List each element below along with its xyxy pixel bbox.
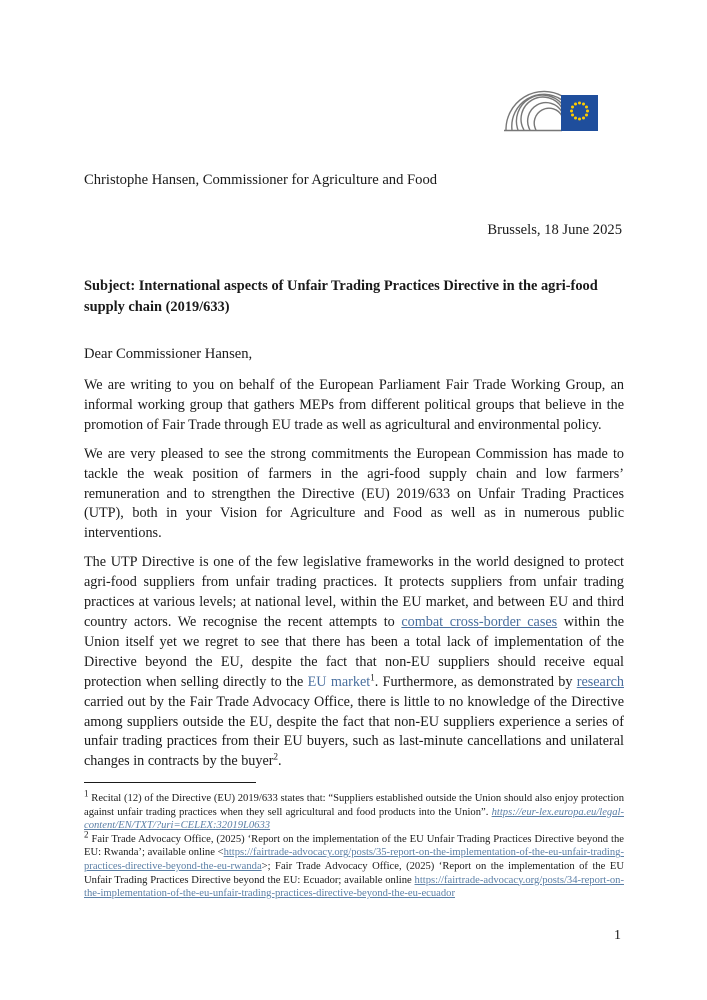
- research-link[interactable]: research: [576, 673, 624, 690]
- eu-market-link[interactable]: EU market: [307, 673, 371, 690]
- page-number: 1: [614, 928, 621, 943]
- paragraph-2: We are very pleased to see the strong commitments the European Commission has made to tackle the weak position of farmers in the agri-food supply chain and low farmers’ remuneration and to strengthen the Directive (EU) 2019/633 on Unfair Trading Practices (UTP), both in your Vision for Agriculture and Food as well as in numerous public interventions.: [84, 445, 624, 542]
- footnote-ref-2[interactable]: 2: [273, 751, 278, 762]
- ecuador-report-link[interactable]: https://fairtrade-advocacy.org/posts/34-report-on-the-implementation-of-the-eu-unfair-trading-practices-directive-beyond-the-eu-ecuador: [84, 874, 624, 900]
- combat-cross-border-cases-link[interactable]: combat cross-border cases: [401, 613, 558, 630]
- eu-flag-icon: [561, 95, 598, 131]
- hemicycle-icon: [504, 91, 562, 130]
- paragraph-1: We are writing to you on behalf of the European Parliament Fair Trade Working Group, an informal working group that gathers MEPs from different political groups that believe in the promotion of Fair Trade through EU trade as well as agricultural and environmental policy.: [84, 377, 624, 433]
- footnote-ref-1[interactable]: 1: [370, 671, 375, 682]
- recipient-line: Christophe Hansen, Commissioner for Agriculture and Food: [84, 172, 438, 188]
- footnotes: [84, 788, 624, 901]
- subject-line: Subject: International aspects of Unfair Trading Practices Directive in the agri-food supply chain (2019/633): [84, 278, 598, 315]
- footnote-2: $^2$ Fair Trade Advocacy Office, (2025) ‘Report on the implementation of the EU Unfair Trading Practices Directive beyond the EU: Rwanda’; available online <https://fairtrade-advocacy.org/posts/35-report-on-the-implementation-of-the-eu-unfair-trading-practices-directive-beyond-the-eu-rwanda>; Fair Trade Advocacy Office, (2025) ‘Report on the implementation of the EU Unfair Trading Practices Directive beyond the EU: Ecuador; available online https://fairtrade-advocacy.org/posts/34-report-on-the-implementation-of-the-eu-unfair-trading-practices-directive-beyond-the-eu-ecuador: [84, 829, 624, 900]
- eur-lex-link[interactable]: https://eur-lex.europa.eu/legal-content/EN/TXT/?uri=CELEX:32019L0633: [84, 806, 624, 832]
- place-date: Brussels, 18 June 2025: [487, 222, 622, 238]
- footnote-1: $^1$ Recital (12) of the Directive (EU) 2019/633 states that: “Suppliers established outside the Union should also enjoy protection against unfair trading practices when they sell agricultural and food products into the Union”. https://eur-lex.europa.eu/legal-content/EN/TXT/?uri=CELEX:32019L0633: [84, 788, 624, 832]
- european-parliament-logo: [500, 86, 600, 134]
- letter-body: [84, 376, 624, 781]
- salutation: Dear Commissioner Hansen,: [84, 346, 253, 362]
- rwanda-report-link[interactable]: https://fairtrade-advocacy.org/posts/35-report-on-the-implementation-of-the-eu-unfair-trading-practices-directive-beyond-the-eu-rwanda: [84, 847, 624, 872]
- footnote-divider: [84, 782, 256, 783]
- paragraph-3: The UTP Directive is one of the few legislative frameworks in the world designed to protect agri-food suppliers from unfair trading practices. It protects suppliers from unfair trading practices at various levels; at national level, within the EU market, and between EU and third country actors. We recognise the recent attempts to combat cross-border cases within the Union itself yet we regret to see that there has been a total lack of implementation of the Directive beyond the EU, despite the fact that non-EU suppliers should receive equal protection when selling directly to the EU market$^1$. Furthermore, as demonstrated by research carried out by the Fair Trade Advocacy Office, there is little to no knowledge of the Directive among suppliers outside the EU, despite the fact that non-EU suppliers experience a series of unfair trading practices from their EU buyers, such as last-minute cancellations and unilateral changes in contracts by the buyer$^2$.: [84, 554, 624, 770]
